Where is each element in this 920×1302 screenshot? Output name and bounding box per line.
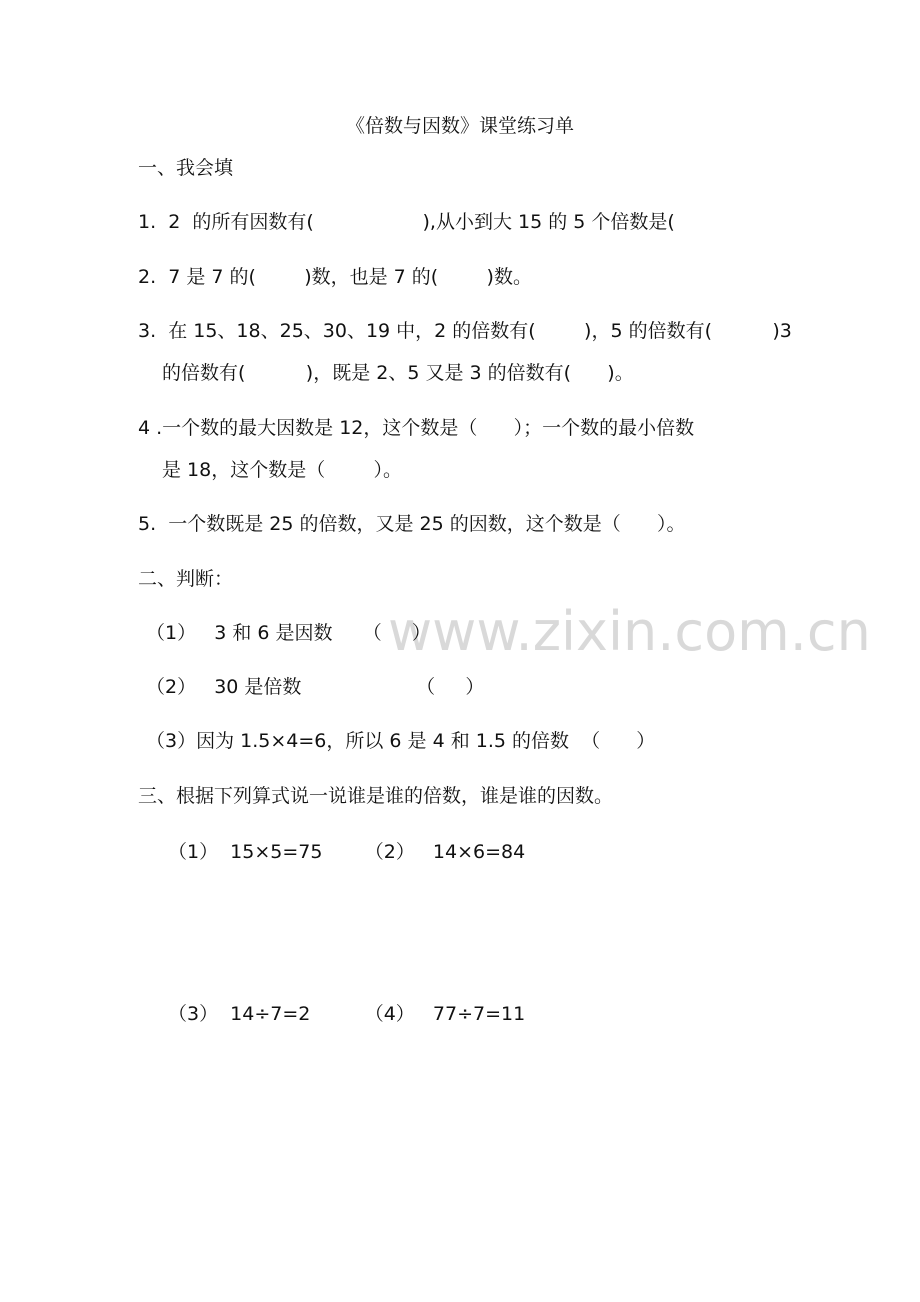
question-1: 1. 2 的所有因数有( ),从小到大 15 的 5 个倍数是( [138,211,675,233]
question-2: 2. 7 是 7 的( )数，也是 7 的( )数。 [138,266,532,288]
question-5: 5. 一个数既是 25 的倍数，又是 25 的因数，这个数是（ ）。 [138,513,686,535]
question-4-line-2: 是 18，这个数是（ ）。 [162,459,403,481]
question-4-line-1: 4 .一个数的最大因数是 12，这个数是（ ）；一个数的最小倍数 [138,417,695,439]
watermark: www.zixin.com.cn [388,600,871,663]
question-3-line-2: 的倍数有( )，既是 2、5 又是 3 的倍数有( )。 [162,362,634,384]
equation-row-2: （3） 14÷7=2 （4） 77÷7=11 [168,1003,526,1025]
section-1-heading: 一、我会填 [138,157,234,179]
equation-row-1: （1） 15×5=75 （2） 14×6=84 [168,841,526,863]
judgment-item-2: （2） 30 是倍数 （ ） [146,676,485,698]
judgment-item-3: （3）因为 1.5×4=6，所以 6 是 4 和 1.5 的倍数 （ ） [146,730,656,752]
judgment-item-1: （1） 3 和 6 是因数 （ ） [146,622,431,644]
page-title: 《倍数与因数》课堂练习单 [345,115,574,137]
section-2-heading: 二、判断： [138,568,234,590]
question-3-line-1: 3. 在 15、18、25、30、19 中，2 的倍数有( )，5 的倍数有( )3 [138,320,792,342]
section-3-heading: 三、根据下列算式说一说谁是谁的倍数，谁是谁的因数。 [138,785,614,807]
